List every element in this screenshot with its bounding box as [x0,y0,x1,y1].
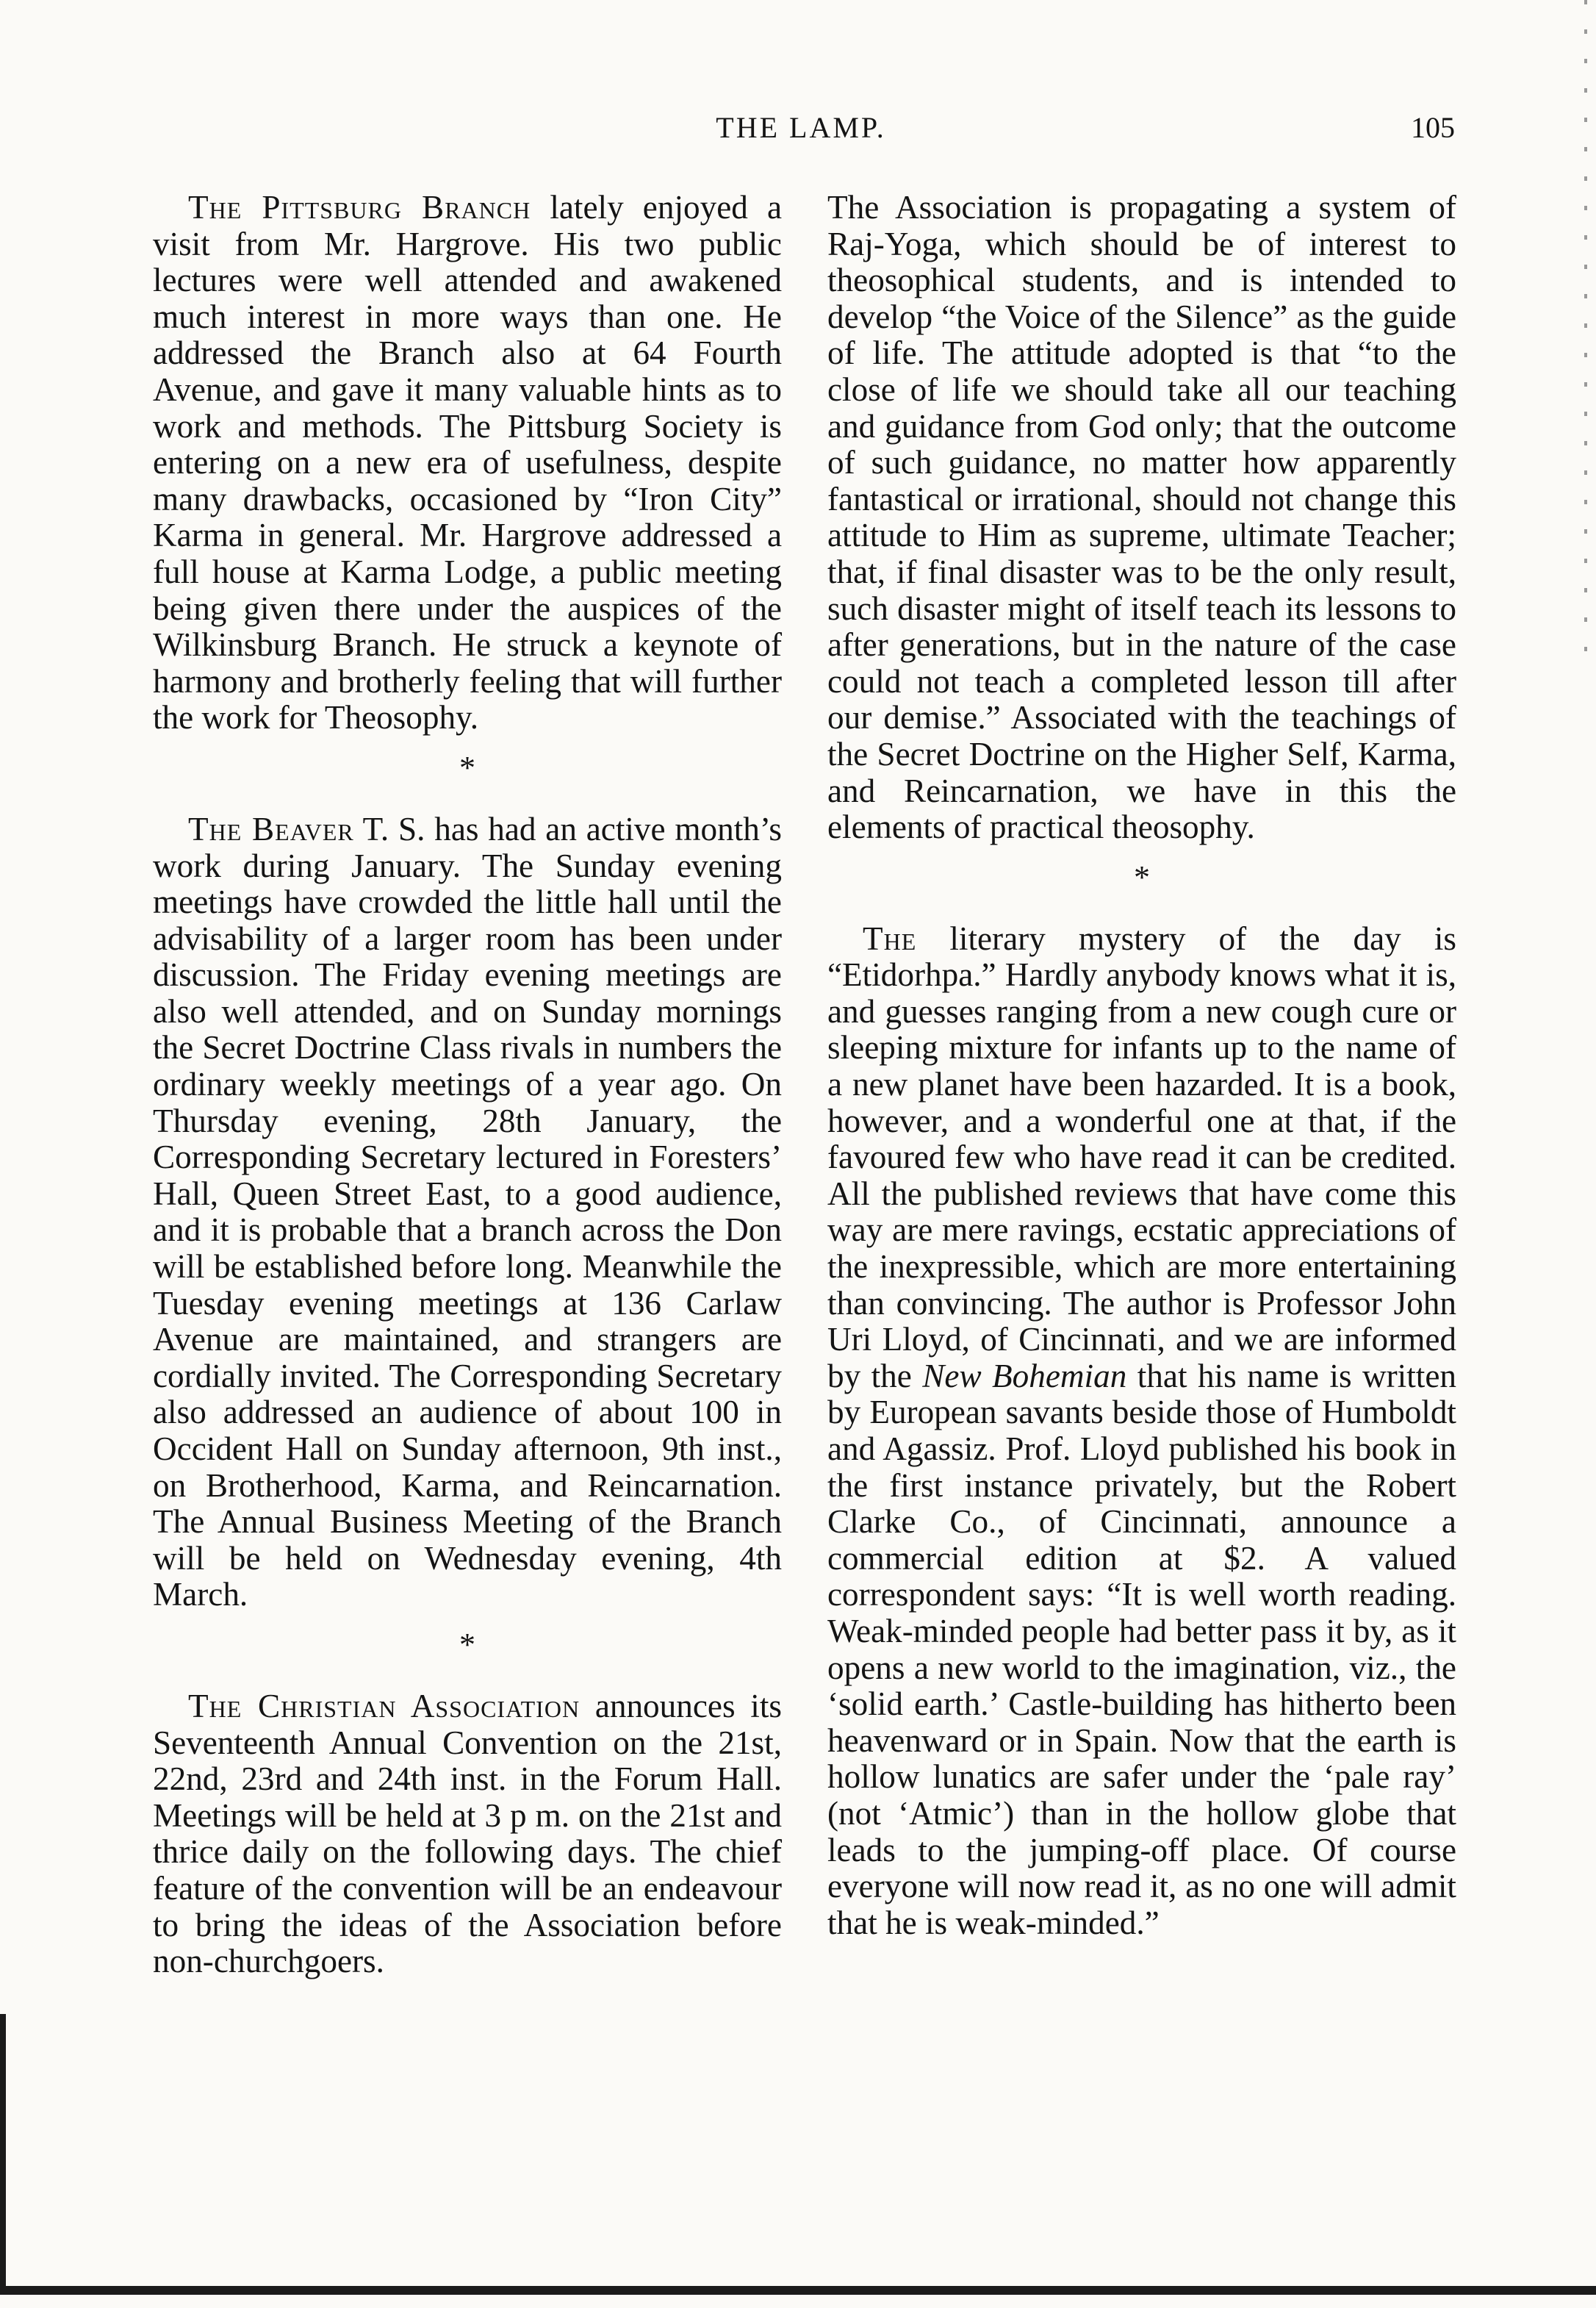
paragraph-text: lately enjoyed a visit from Mr. Hargrove. His two public lectures were well attended and awakened much interest in more ways than one. He addressed the Branch also at 64 Fourth Avenue, and gave it many valuable hints as to work and methods. The Pittsburg Society is entering on a new era of usefulness, despite many drawbacks, occasioned by “Iron City” Karma in general. Mr. Hargrove addressed a full house at Karma Lodge, a public meeting being given there under the auspices of the Wilkinsburg Branch. He struck a keynote of harmony and brotherly feeling that will further the work for Theosophy. [153,189,783,737]
paragraph-text: literary mystery of the day is “Etidorhpa.” Hardly anybody knows what it is, and guesses ranging from a new cough cure or sleeping mixture for infants up to the name of a new planet have been hazarded. It is a book, however, and a wonderful one at that, if the favoured few who have read it can be credited. All the published reviews that have come this way are mere ravings, ecstatic appreciations of the inexpressible, which are more entertaining than convincing. The author is Professor John Uri Lloyd, of Cincinnati, and we are informed by the [827,920,1456,1394]
section-separator: * [459,1626,475,1663]
page-number: 105 [1411,111,1455,144]
left-column [153,190,782,1980]
paragraph-lead: The [863,920,917,957]
paragraph-pittsburg-branch [153,190,782,737]
paragraph-text: T. S. has had an active month’s work during January. The Sunday evening meetings have crowded the little hall until the advisability of a larger room has been under discussion. The Friday evening meetings are also well attended, and on Sunday mornings the Secret Doctrine Class rivals in numbers the ordinary weekly meetings of a year ago. On Thursday evening, 28th January, the Corresponding Secretary lectured in Foresters’ Hall, Queen Street East, to a good audience, and it is probable that a branch across the Don will be established before long. Meanwhile the Tuesday evening meetings at 136 Carlaw Avenue are maintained, and strangers are cordially invited. The Corresponding Secretary also addressed an audience of about 100 in Occident Hall on Sunday afternoon, 9th inst., on Brotherhood, Karma, and Reincarnation. The Annual Business Meeting of the Branch will be held on Wednesday evening, 4th March. [153,810,782,1613]
section-separator: * [459,749,475,786]
page-edge-shadow [0,2014,6,2293]
paragraph-beaver-ts [153,811,782,1613]
paragraph-text: announces its Seventeenth Annual Convention on the 21st, 22nd, 23rd and 24th inst. in the Forum Hall. Meetings will be held at 3 p m. on the 21st and thrice daily on the following days. The chief feature of the convention will be an endeavour to bring the ideas of the Association before non-churchgoers. [153,1687,782,1980]
paragraph-lead: The Beaver [188,810,354,847]
scan-edge-marks [1584,0,1587,662]
running-title: THE LAMP. [716,111,886,144]
paragraph-christian-association [153,1688,782,1980]
paragraph-text: that his name is written by European savants beside those of Humboldt and Agassiz. Prof. Lloyd published his book in the first instance privately, but the Robert Clarke Co., of Cincinnati, announce a commercial edition at $2. A valued correspondent says: “It is well worth reading. Weak-minded people had better pass it by, as it opens a new world to the imagination, viz., the ‘solid earth.’ Castle-building has hitherto been heavenward or in Spain. Now that the earth is hollow lunatics are safer under the ‘pale ray’ (not ‘Atmic’) than in the hollow globe that leads to the jumping-off place. Of course everyone will now read it, as no one will admit that he is weak-minded.” [827,1357,1456,1941]
section-separator: * [1134,859,1150,895]
paragraph-lead: The Christian Association [188,1687,580,1724]
paragraph-etidorhpa [827,921,1456,1942]
publication-title: New Bohemian [922,1357,1127,1394]
paragraph-association-continued: The Association is propagating a system of Raj-Yoga, which should be of interest to theosophical students, and is intended to develop “the Voice of the Silence” as the guide of life. The attitude adopted is that “to the close of life we should take all our teaching and guidance from God only; that the outcome of such guidance, no matter how apparently fantastical or irrational, should not change this attitude to Him as supreme, ultimate Teacher; that, if final disaster was to be the only result, such disaster might of itself teach its lessons to after generations, but in the nature of the case could not teach a completed lesson till after our demise.” Associated with the teachings of the Secret Doctrine on the Higher Self, Karma, and Reincarnation, we have in this the elements of practical theosophy. [827,189,1456,846]
paragraph-lead: The Pittsburg Branch [188,189,531,226]
page-bottom-edge [0,2286,1596,2295]
page-header [147,110,1455,154]
right-column [827,190,1456,1941]
